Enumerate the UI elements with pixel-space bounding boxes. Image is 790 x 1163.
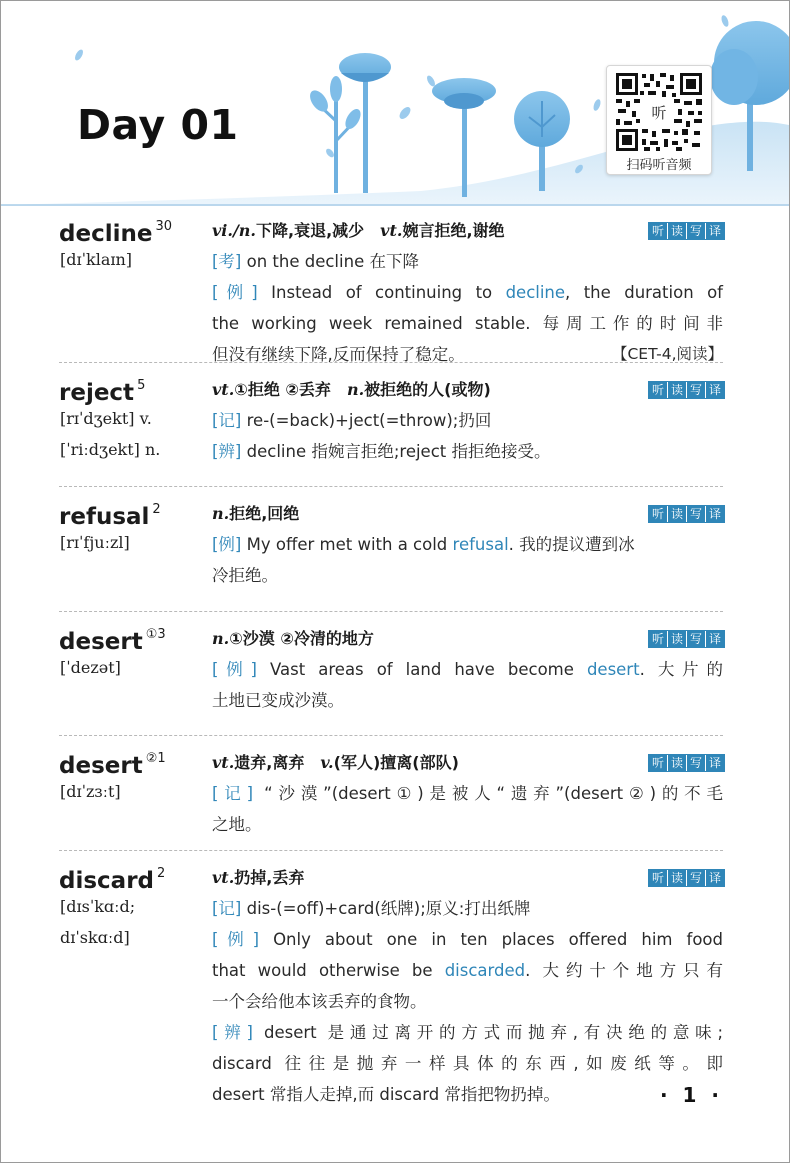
phonetic: [dɪˈzɜːt] [60,782,121,801]
word-entry [59,748,723,850]
phonetic: [rɪˈfjuːzl] [60,533,130,552]
entry-line: [例] Instead of continuing to decline, the duration of [212,283,723,302]
line-tag: [例] [212,930,260,949]
frequency-count: 2 [157,866,166,881]
qr-center-label: 听 [651,104,667,122]
word-entry [59,863,723,1113]
line-tag: [例] [212,535,242,554]
entry-separator [59,850,723,851]
entry-body [212,216,723,370]
headword: desert $^{②1}$ [59,751,166,779]
phonetic: [dɪsˈkɑːd; [60,897,136,916]
badge-char: 读 [667,631,686,647]
listen-read-write-translate-badge[interactable] [648,630,725,648]
badge-char: 听 [649,755,667,771]
phonetic: [dɪˈklaɪn] [60,250,133,269]
line-tag: [例] [212,283,258,302]
line-tag: [记] [212,411,242,430]
part-of-speech-definition: vt.①拒绝 ②丢弃 n.被拒绝的人(或物) [212,380,491,399]
entry-line: 冷拒绝。 [212,566,278,585]
highlighted-word: refusal [452,535,509,554]
line-tag: [辨] [212,1023,253,1042]
frequency-count: 30 [155,219,172,234]
frequency-count: ②1 [145,751,166,766]
page-header [1,1,789,206]
entry-line: [辨] decline 指婉言拒绝;reject 指拒绝接受。 [212,442,551,461]
badge-char: 读 [667,870,686,886]
badge-char: 听 [649,631,667,647]
phonetic: dɪˈskɑːd] [60,928,130,947]
badge-char: 译 [705,506,724,522]
entry-body [212,499,723,591]
word-entry [59,624,723,735]
badge-char: 听 [649,382,667,398]
listen-read-write-translate-badge[interactable] [648,381,725,399]
word-entry [59,499,723,611]
phonetic: [rɪˈdʒekt] v. [60,409,152,428]
part-of-speech-definition: n.拒绝,回绝 [212,504,300,523]
line-tag: [例] [212,660,257,679]
highlighted-word: decline [505,283,566,302]
part-of-speech-definition: vi./n.下降,衰退,减少 vt.婉言拒绝,谢绝 [212,221,505,240]
highlighted-word: desert [586,660,640,679]
entry-line: [例] Vast areas of land have become desert. 大片的 [212,660,723,679]
word-entry [59,216,723,362]
entry-line: 土地已变成沙漠。 [212,691,344,710]
entry-line: [例] My offer met with a cold refusal. 我的提议遭到冰 [212,535,635,554]
frequency-count: 2 [152,502,161,517]
phonetic: [ˈriːdʒekt] n. [60,440,161,459]
entry-line: [辨] desert 是通过离开的方式而抛弃,有决绝的意味; [212,1023,724,1042]
part-of-speech-definition: n.①沙漠 ②冷清的地方 [212,629,374,648]
exam-source: 【CET-4,阅读】 [611,345,723,363]
badge-char: 译 [705,755,724,771]
headword: discard $^2$ [59,866,166,894]
qr-code-icon [614,71,704,153]
entry-separator [59,611,723,612]
entry-body [212,863,723,1110]
entry-line: discard 往往是抛弃一样具体的东西,如废纸等。即 [212,1054,723,1073]
entry-line: that would otherwise be discarded. 大约十个地方只有 [212,961,723,980]
qr-code[interactable] [606,65,712,175]
entry-line: desert 常指人走掉,而 discard 常指把物扔掉。 [212,1085,560,1104]
badge-char: 写 [686,223,705,239]
badge-char: 译 [705,223,724,239]
badge-char: 听 [649,870,667,886]
entry-body [212,748,723,840]
day-title: Day 01 [77,101,239,149]
entry-separator [59,486,723,487]
line-tag: [记] [212,784,254,803]
badge-char: 读 [667,755,686,771]
badge-char: 译 [705,382,724,398]
phonetic: [ˈdezət] [60,658,121,677]
entry-line: [考] on the decline 在下降 [212,252,419,271]
frequency-count: ①3 [145,627,166,642]
badge-char: 写 [686,631,705,647]
badge-char: 写 [686,506,705,522]
entry-line: the working week remained stable. 每周工作的时间非 [212,314,723,333]
entry-separator [59,735,723,736]
page-number: · 1 · [659,1083,723,1107]
entry-body [212,375,723,467]
entry-body [212,624,723,716]
line-tag: [记] [212,899,242,918]
badge-char: 写 [686,382,705,398]
badge-char: 听 [649,223,667,239]
listen-read-write-translate-badge[interactable] [648,869,725,887]
headword: decline $^{30}$ [59,219,172,247]
badge-char: 听 [649,506,667,522]
badge-char: 译 [705,870,724,886]
entry-line: [记] “沙漠”(desert①)是被人“遗弃”(desert②)的不毛 [212,784,724,803]
headword: reject $^5$ [59,378,146,406]
part-of-speech-definition: vt.遗弃,离弃 v.(军人)擅离(部队) [212,753,459,772]
highlighted-word: discarded [444,961,526,980]
word-entries [1,216,789,1113]
qr-caption: 扫码听音频 [626,158,692,173]
badge-char: 读 [667,382,686,398]
headword: desert $^{①3}$ [59,627,166,655]
part-of-speech-definition: vt.扔掉,丢弃 [212,868,305,887]
badge-char: 读 [667,223,686,239]
line-tag: [考] [212,252,242,271]
entry-line: 一个会给他本该丢弃的食物。 [212,992,427,1011]
badge-char: 读 [667,506,686,522]
listen-read-write-translate-badge[interactable] [648,505,725,523]
entry-line: 但没有继续下降,反而保持了稳定。 【CET-4,阅读】 [212,339,723,370]
headword: refusal $^2$ [59,502,161,530]
entry-line: [记] dis-(=off)+card(纸牌);原义:打出纸牌 [212,899,531,918]
badge-char: 写 [686,870,705,886]
listen-read-write-translate-badge[interactable] [648,754,725,772]
entry-line: [记] re-(=back)+ject(=throw);扔回 [212,411,492,430]
listen-read-write-translate-badge[interactable] [648,222,725,240]
frequency-count: 5 [137,378,146,393]
line-tag: [辨] [212,442,242,461]
entry-line: [例] Only about one in ten places offered him food [212,930,724,949]
badge-char: 译 [705,631,724,647]
badge-char: 写 [686,755,705,771]
word-entry [59,375,723,486]
entry-line: 之地。 [212,815,262,834]
